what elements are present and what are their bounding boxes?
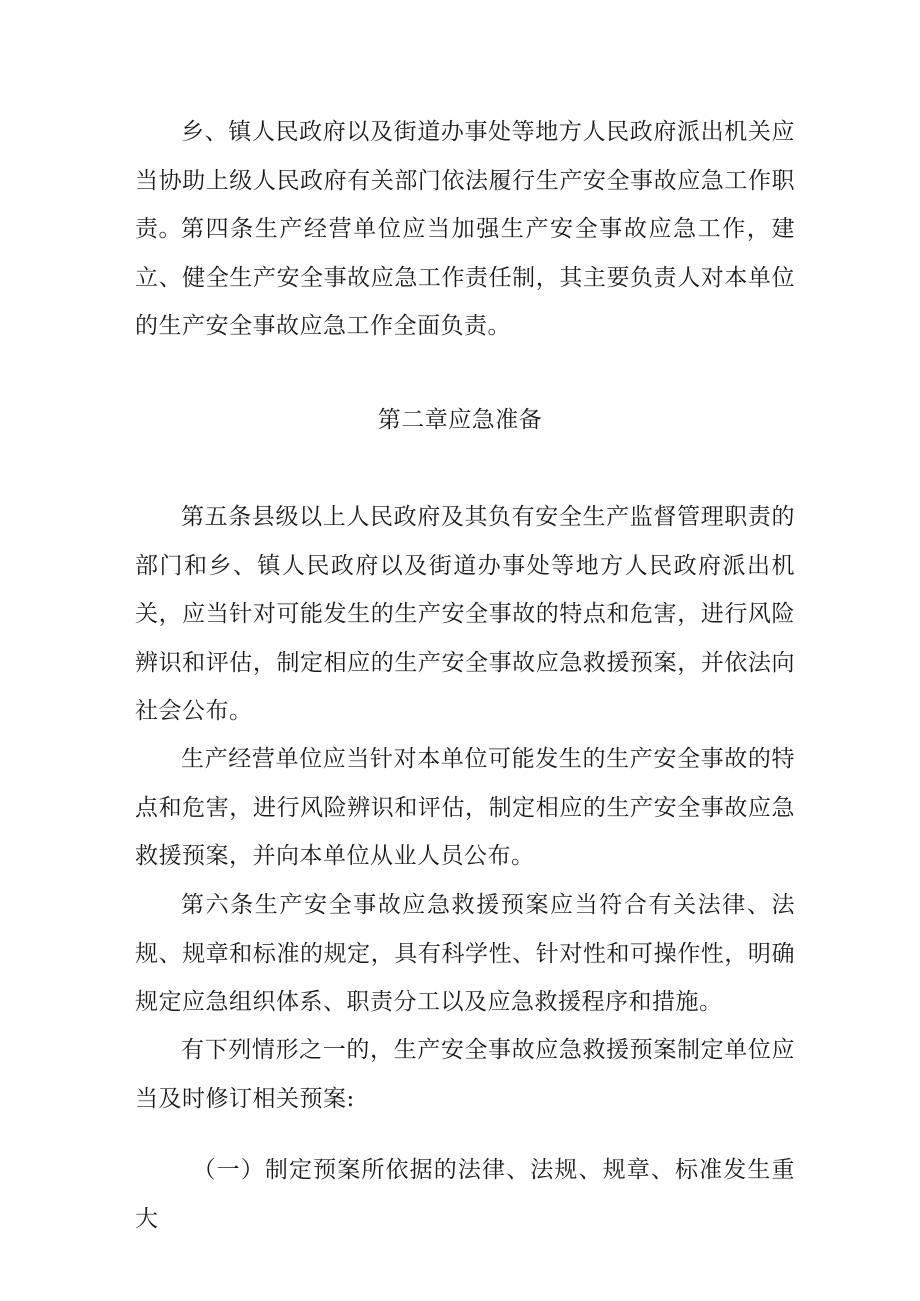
chapter-heading: 第二章应急准备	[377, 407, 543, 433]
paragraph-article-5: 第五条县级以上人民政府及其负有安全生产监督管理职责的部门和乡、镇人民政府以及街道办事处等地方人民政府派出机关，应当针对可能发生的生产安全事故的特点和危害，进行风险辨识和评估，制定相应的生产安全事故应急救援预案，并依法向社会公布。	[135, 504, 795, 724]
list-item-1: （一）制定预案所依据的法律、法规、规章、标准发生重大	[135, 1157, 795, 1232]
paragraph-revision-conditions: 有下列情形之一的，生产安全事故应急救援预案制定单位应当及时修订相关预案:	[135, 1037, 795, 1112]
paragraph-article-6: 第六条生产安全事故应急救援预案应当符合有关法律、法规、规章和标准的规定，具有科学性、针对性和可操作性，明确规定应急组织体系、职责分工以及应急救援程序和措施。	[135, 892, 795, 1015]
paragraph-article-4: 第四条生产经营单位应当加强生产安全事故应急工作，建立、健全生产安全事故应急工作责任制，其主要负责人对本单位的生产安全事故应急工作全面负责。	[135, 216, 795, 339]
paragraph-business-units: 生产经营单位应当针对本单位可能发生的生产安全事故的特点和危害，进行风险辨识和评估，制定相应的生产安全事故应急救援预案，并向本单位从业人员公布。	[135, 746, 795, 869]
paragraph-township-duties: 乡、镇人民政府以及街道办事处等地方人民政府派出机关应当协助上级人民政府有关部门依法履行生产安全事故应急工作职责。	[135, 119, 795, 242]
